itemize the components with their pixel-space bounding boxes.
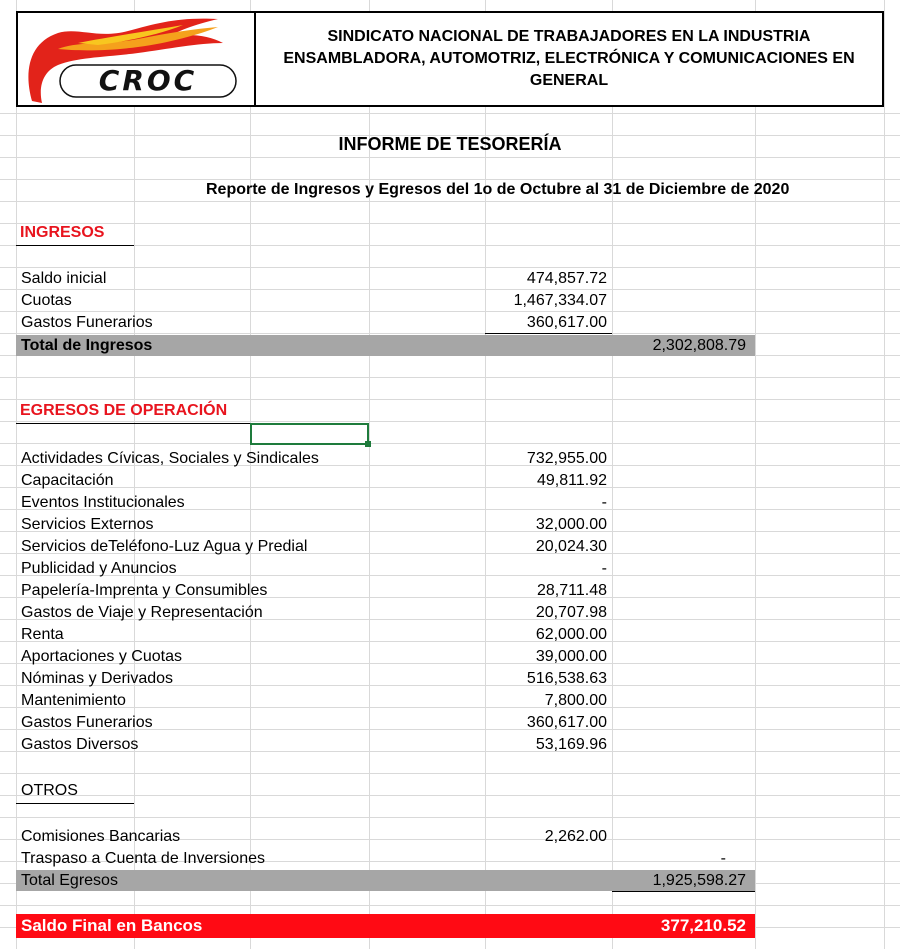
egresos-row-value: 732,955.00 — [526, 450, 607, 467]
egresos-row-value: - — [601, 560, 607, 577]
total-ingresos-value: 2,302,808.79 — [652, 337, 746, 354]
grid-row-line — [0, 443, 900, 444]
egresos-row-label: Actividades Cívicas, Sociales y Sindicales — [21, 450, 319, 467]
grid-row-line — [0, 795, 900, 796]
egresos-row-label: Nóminas y Derivados — [21, 670, 174, 687]
grid-row-line — [0, 113, 900, 114]
otros-row-value: - — [720, 850, 726, 867]
org-name-line1: SINDICATO NACIONAL DE TRABAJADORES EN LA INDUSTRIA — [327, 28, 811, 45]
egresos-row-label: Capacitación — [21, 472, 114, 489]
org-name-line2: ENSAMBLADORA, AUTOMOTRIZ, ELECTRÓNICA Y COMUNICACIONES EN — [283, 50, 855, 67]
total-egresos-label: Total Egresos — [21, 872, 118, 889]
egresos-row-value: 516,538.63 — [526, 670, 607, 687]
egresos-row-value: 39,000.00 — [535, 648, 607, 665]
egresos-row-label: Servicios deTeléfono-Luz Agua y Predial — [21, 538, 308, 555]
otros-row-label: Traspaso a Cuenta de Inversiones — [21, 850, 265, 867]
ingresos-row-label: Cuotas — [21, 292, 72, 309]
logo-flame-graphic — [18, 13, 254, 105]
croc-logo — [18, 13, 256, 105]
grid-row-line — [0, 223, 900, 224]
ingresos-row-value: 360,617.00 — [526, 314, 607, 331]
report-title: INFORME DE TESORERÍA — [338, 134, 562, 154]
egresos-row-value: 20,024.30 — [535, 538, 607, 555]
grid-row-line — [0, 333, 900, 334]
ingresos-row-value: 1,467,334.07 — [513, 292, 607, 309]
egresos-row-label: Aportaciones y Cuotas — [21, 648, 182, 665]
grid-row-line — [0, 641, 900, 642]
header-box — [16, 11, 884, 107]
egresos-row-value: 28,711.48 — [537, 582, 607, 599]
egresos-row-value: - — [601, 494, 607, 511]
egresos-row-value: 53,169.96 — [535, 736, 607, 753]
ingresos-row-label: Gastos Funerarios — [21, 314, 153, 331]
egresos-row-label: Gastos Funerarios — [21, 714, 153, 731]
egresos-heading: EGRESOS DE OPERACIÓN — [20, 402, 228, 419]
saldo-final-label: Saldo Final en Bancos — [21, 916, 203, 935]
report-subtitle: Reporte de Ingresos y Egresos del 1o de Octubre al 31 de Diciembre de 2020 — [206, 181, 790, 198]
grid-row-line — [0, 399, 900, 400]
otros-heading: OTROS — [21, 782, 78, 799]
grid-row-line — [0, 707, 900, 708]
egresos-row-value: 49,811.92 — [537, 472, 607, 489]
grid-row-line — [0, 905, 900, 906]
grid-row-line — [0, 817, 900, 818]
egresos-row-label: Renta — [21, 626, 64, 643]
ingresos-underline — [16, 245, 134, 246]
egresos-row-label: Gastos Diversos — [21, 736, 139, 753]
grid-row-line — [0, 267, 900, 268]
total-egresos-underline — [612, 891, 755, 892]
egresos-row-label: Publicidad y Anuncios — [21, 560, 177, 577]
egresos-underline — [16, 423, 250, 424]
egresos-row-label: Papelería-Imprenta y Consumibles — [21, 582, 268, 599]
egresos-row-value: 62,000.00 — [535, 626, 607, 643]
grid-row-line — [0, 487, 900, 488]
egresos-row-label: Servicios Externos — [21, 516, 154, 533]
egresos-row-value: 360,617.00 — [526, 714, 607, 731]
fill-handle[interactable] — [365, 441, 371, 447]
org-name-line3: GENERAL — [529, 72, 609, 89]
egresos-row-value: 20,707.98 — [535, 604, 607, 621]
subtotal-underline — [485, 333, 612, 334]
ingresos-row-value: 474,857.72 — [526, 270, 607, 287]
grid-row-line — [0, 311, 900, 312]
logo-text: CROC — [98, 64, 198, 97]
total-ingresos-label: Total de Ingresos — [21, 337, 153, 354]
ingresos-row-label: Saldo inicial — [21, 270, 107, 287]
egresos-row-label: Gastos de Viaje y Representación — [21, 604, 263, 621]
otros-row-value: 2,262.00 — [544, 828, 607, 845]
grid-row-line — [0, 245, 900, 246]
organization-name — [256, 13, 882, 105]
ingresos-heading: INGRESOS — [20, 224, 105, 241]
saldo-final-value: 377,210.52 — [660, 916, 746, 935]
egresos-row-label: Mantenimiento — [21, 692, 126, 709]
total-egresos-value: 1,925,598.27 — [652, 872, 746, 889]
selected-cell[interactable] — [250, 423, 369, 445]
otros-row-label: Comisiones Bancarias — [21, 828, 181, 845]
egresos-row-label: Eventos Institucionales — [21, 494, 185, 511]
grid-row-line — [0, 201, 900, 202]
otros-underline — [16, 803, 134, 804]
grid-row-line — [0, 377, 900, 378]
grid-row-line — [0, 421, 900, 422]
egresos-row-value: 32,000.00 — [535, 516, 607, 533]
grid-row-line — [0, 773, 900, 774]
grid-row-line — [0, 289, 900, 290]
egresos-row-value: 7,800.00 — [544, 692, 607, 709]
grid-row-line — [0, 157, 900, 158]
